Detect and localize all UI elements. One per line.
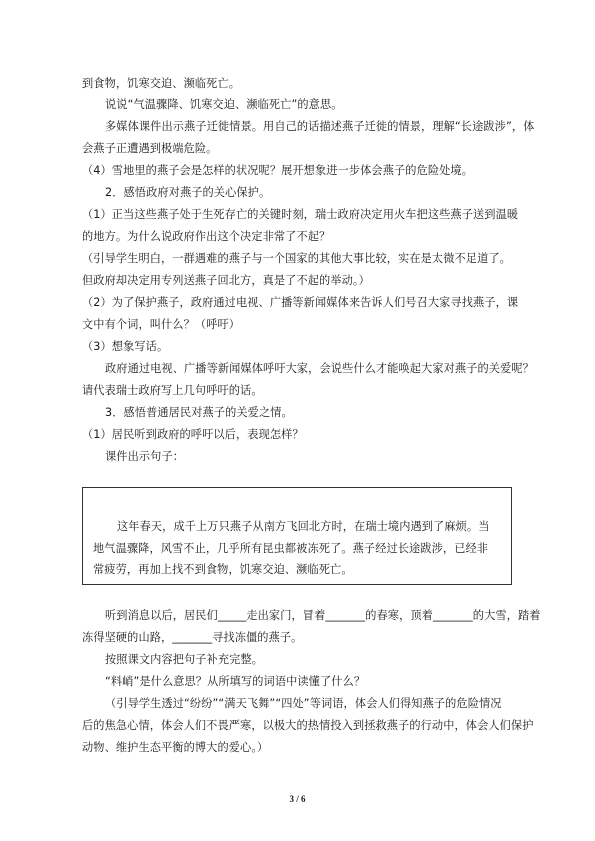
quote-line: 这年春天，成千上万只燕子从南方飞回北方时，在瑞士境内遇到了麻烦。当 — [117, 520, 490, 533]
text-line: 动物、维护生态平衡的博大的爱心。） — [82, 741, 269, 754]
text-line: 会燕子正遭遇到极端危险。 — [82, 142, 218, 155]
text-line: 请代表瑞士政府写上几句呼吁的话。 — [82, 384, 263, 397]
text-line: 后的焦急心情，体会人们不畏严寒，以极大的热情投入到拯救燕子的行动中，体会人们保护 — [82, 719, 534, 732]
fill-in-sentence: 冻得坚硬的山路，_______寻找冻僵的燕子。 — [82, 631, 303, 644]
text-line: 课件出示句子： — [105, 450, 185, 463]
text-line: （1）居民听到政府的呼吁以后，表现怎样？ — [82, 428, 304, 441]
text-line: 到食物，饥寒交迫、濒临死亡。 — [82, 77, 241, 90]
section-heading: 3．感悟普通居民对燕子的关爱之情。 — [105, 406, 293, 419]
text-line: （1）正当这些燕子处于生死存亡的关键时刻，瑞士政府决定用火车把这些燕子送到温暖 — [82, 208, 519, 221]
quote-line: 常疲劳，再加上找不到食物，饥寒交迫、濒临死亡。 — [93, 563, 353, 576]
text-line: （引导学生明白，一群遇难的燕子与一个国家的其他大事比较，实在是太微不足道了。 — [82, 252, 511, 265]
quote-line: 地气温骤降，风雪不止，几乎所有昆虫都被冻死了。燕子经过长途跋涉，已经非 — [93, 542, 489, 555]
text-line: （3）想象写话。 — [82, 340, 169, 353]
section-heading: 2．感悟政府对燕子的关心保护。 — [105, 186, 271, 199]
fill-in-sentence: 听到消息以后，居民们_____走出家门，冒着_______的春寒，顶着_______的大雪，踏着 — [105, 609, 541, 622]
text-line: 政府通过电视、广播等新闻媒体呼吁大家，会说些什么才能唤起大家对燕子的关爱呢？ — [105, 362, 534, 375]
text-line: 说说“气温骤降、饥寒交迫、濒临死亡”的意思。 — [105, 98, 343, 111]
text-line: 文中有个词，叫什么？（呼吁） — [82, 318, 241, 331]
page-number: 3 / 6 — [289, 794, 306, 804]
text-line: 按照课文内容把句子补充完整。 — [105, 653, 264, 666]
text-line: 的地方。为什么说政府作出这个决定非常了不起？ — [82, 230, 331, 243]
text-line: “料峭”是什么意思？从所填写的词语中读懂了什么？ — [105, 675, 366, 688]
text-line: （2）为了保护燕子，政府通过电视、广播等新闻媒体来告诉人们号召大家寻找燕子，课 — [82, 296, 519, 309]
text-line: 多媒体课件出示燕子迁徙情景。用自己的话描述燕子迁徙的情景，理解“长途跋涉”，体 — [105, 120, 535, 133]
text-line: （引导学生透过“纷纷”“满天飞舞”“四处”等词语，体会人们得知燕子的危险情况 — [105, 697, 502, 710]
text-line: （4）雪地里的燕子会是怎样的状况呢？展开想象进一步体会燕子的危险处境。 — [82, 164, 473, 177]
text-line: 但政府却决定用专列送燕子回北方，真是了不起的举动。） — [82, 274, 370, 287]
